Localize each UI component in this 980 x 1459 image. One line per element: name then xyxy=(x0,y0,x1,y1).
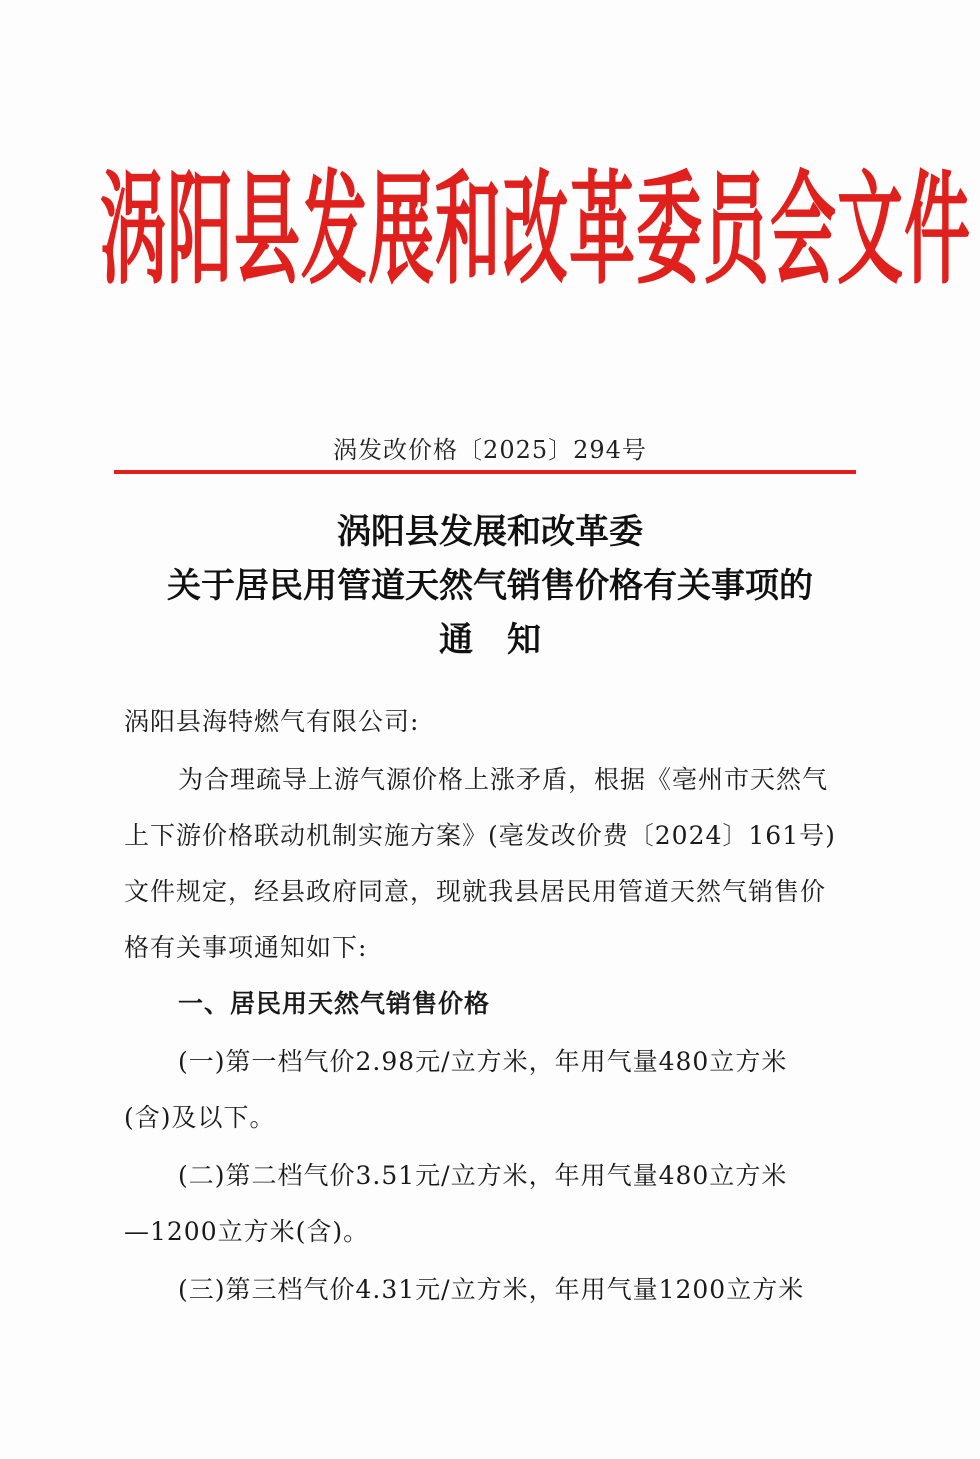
document-number: 涡发改价格〔2025〕294号 xyxy=(333,436,647,464)
addressee: 涡阳县海特燃气有限公司: xyxy=(124,707,420,736)
intro-line-1: 为合理疏导上游气源价格上涨矛盾，根据《亳州市天然气 xyxy=(178,765,829,794)
notice-title-line-2: 关于居民用管道天然气销售价格有关事项的 xyxy=(167,566,813,606)
intro-line-4: 格有关事项通知如下: xyxy=(124,933,368,962)
notice-title-line-1: 涡阳县发展和改革委 xyxy=(337,512,643,552)
item-1-line-1: (一)第一档气价2.98元/立方米，年用气量480立方米 xyxy=(178,1047,788,1076)
masthead-title: 涡阳县发展和改革委员会文件 xyxy=(100,158,971,302)
item-2-line-2: —1200立方米(含)。 xyxy=(124,1217,370,1246)
intro-line-2: 上下游价格联动机制实施方案》(亳发改价费〔2024〕161号) xyxy=(124,821,836,850)
item-2-line-1: (二)第二档气价3.51元/立方米，年用气量480立方米 xyxy=(178,1161,788,1190)
item-1-line-2: (含)及以下。 xyxy=(124,1103,276,1132)
notice-title-line-3: 通知 xyxy=(439,620,575,660)
section-1-heading: 一、居民用天然气销售价格 xyxy=(178,989,491,1018)
red-separator-line xyxy=(114,470,856,474)
intro-line-3: 文件规定，经县政府同意，现就我县居民用管道天然气销售价 xyxy=(124,877,827,906)
item-3-line-1: (三)第三档气价4.31元/立方米，年用气量1200立方米 xyxy=(178,1275,805,1304)
